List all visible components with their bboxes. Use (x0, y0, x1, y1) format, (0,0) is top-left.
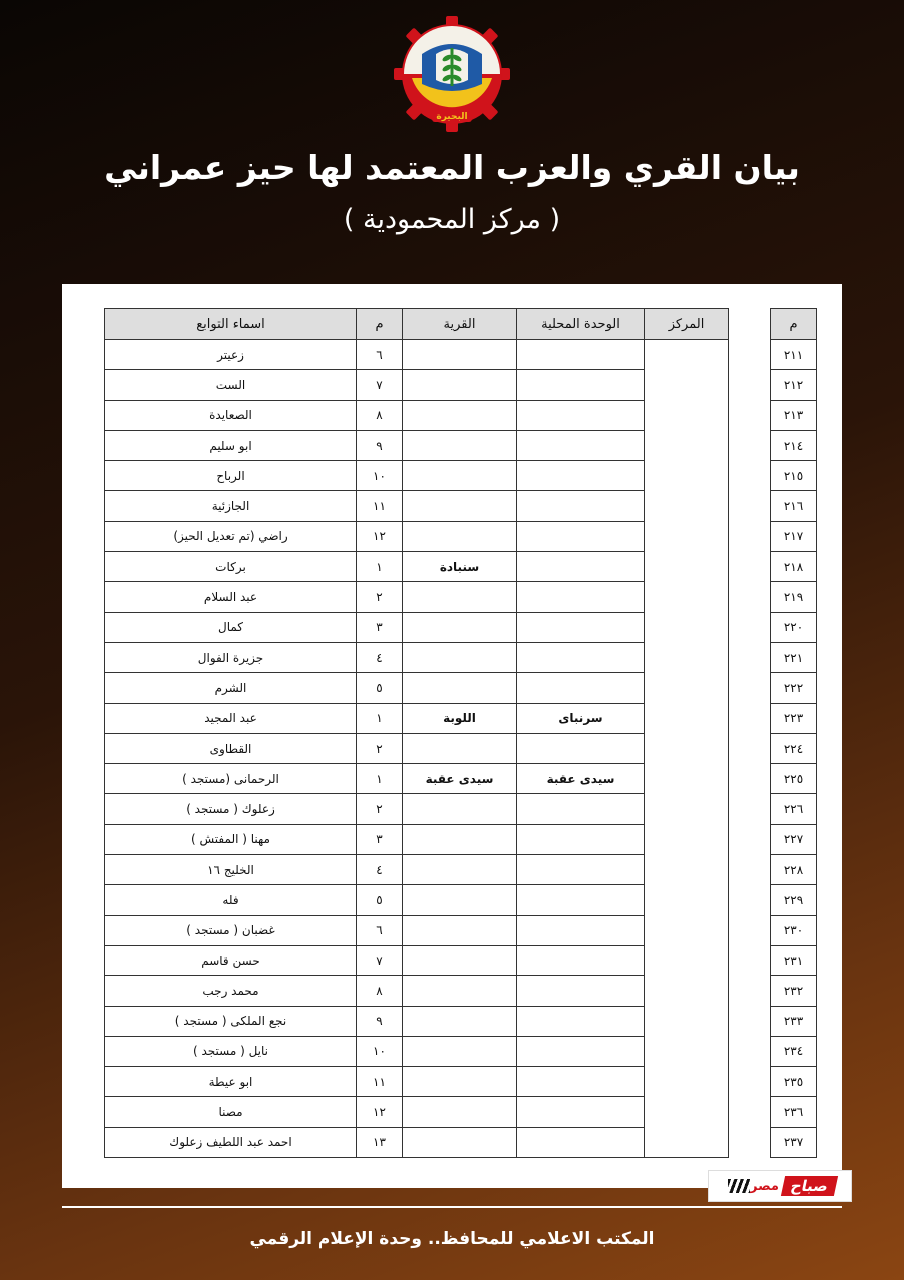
dependent-name-cell: القطاوى (105, 733, 357, 763)
local-unit-cell (517, 430, 645, 460)
dependent-name-cell: الرباح (105, 461, 357, 491)
column-gap (729, 400, 771, 430)
local-unit-cell (517, 582, 645, 612)
sub-number-cell: ٦ (357, 340, 403, 370)
svg-text:البحيرة: البحيرة (436, 112, 468, 122)
row-number: ٢٢١ (771, 642, 817, 672)
dependent-name-cell: محمد رجب (105, 976, 357, 1006)
column-gap (729, 794, 771, 824)
column-gap (729, 673, 771, 703)
dependent-name-cell: كمال (105, 612, 357, 642)
dependent-name-cell: زعلوك ( مستجد ) (105, 794, 357, 824)
col-header-dependent-names: اسماء التوابع (105, 309, 357, 340)
column-gap (729, 1097, 771, 1127)
row-number: ٢١٧ (771, 521, 817, 551)
column-gap (729, 764, 771, 794)
village-cell (403, 915, 517, 945)
dependent-name-cell: حسن قاسم (105, 945, 357, 975)
row-number: ٢٢٥ (771, 764, 817, 794)
row-number: ٢١٣ (771, 400, 817, 430)
local-unit-cell (517, 521, 645, 551)
sub-number-cell: ١ (357, 552, 403, 582)
dependent-name-cell: الصعايدة (105, 400, 357, 430)
column-gap (729, 612, 771, 642)
row-number: ٢٣٢ (771, 976, 817, 1006)
local-unit-cell: سيدى عقبة (517, 764, 645, 794)
row-number: ٢٢٢ (771, 673, 817, 703)
village-cell (403, 1127, 517, 1157)
dependent-name-cell: نايل ( مستجد ) (105, 1036, 357, 1066)
dependent-name-cell: راضي (تم تعديل الحيز) (105, 521, 357, 551)
local-unit-cell (517, 340, 645, 370)
sub-number-cell: ٣ (357, 824, 403, 854)
row-number: ٢٣٣ (771, 1006, 817, 1036)
row-number: ٢٣٦ (771, 1097, 817, 1127)
local-unit-cell (517, 370, 645, 400)
local-unit-cell (517, 976, 645, 1006)
dependent-name-cell: الخليج ١٦ (105, 855, 357, 885)
sub-number-cell: ٩ (357, 1006, 403, 1036)
row-number: ٢٣٧ (771, 1127, 817, 1157)
column-gap (729, 430, 771, 460)
sub-number-cell: ٥ (357, 673, 403, 703)
local-unit-cell (517, 673, 645, 703)
column-gap (729, 1006, 771, 1036)
village-cell (403, 1067, 517, 1097)
row-number: ٢١٢ (771, 370, 817, 400)
column-gap (729, 309, 771, 340)
village-cell (403, 1006, 517, 1036)
village-cell (403, 612, 517, 642)
local-unit-cell (517, 1127, 645, 1157)
dependent-name-cell: ابو عيطة (105, 1067, 357, 1097)
row-number: ٢٣٥ (771, 1067, 817, 1097)
column-gap (729, 552, 771, 582)
sub-number-cell: ١٠ (357, 1036, 403, 1066)
row-number: ٢١٥ (771, 461, 817, 491)
dependent-name-cell: عبد السلام (105, 582, 357, 612)
col-header-number: م (771, 309, 817, 340)
footer-caption: المكتب الاعلامي للمحافظ.. وحدة الإعلام الرقمي (249, 1229, 655, 1249)
local-unit-cell (517, 642, 645, 672)
sub-number-cell: ٨ (357, 400, 403, 430)
column-gap (729, 703, 771, 733)
dependent-name-cell: فله (105, 885, 357, 915)
local-unit-cell (517, 885, 645, 915)
row-number: ٢٢٩ (771, 885, 817, 915)
column-gap (729, 340, 771, 370)
village-cell (403, 370, 517, 400)
sub-number-cell: ٦ (357, 915, 403, 945)
sub-number-cell: ٤ (357, 642, 403, 672)
col-header-markaz: المركز (645, 309, 729, 340)
sub-number-cell: ١٢ (357, 1097, 403, 1127)
village-cell (403, 885, 517, 915)
column-gap (729, 642, 771, 672)
sub-number-cell: ١٢ (357, 521, 403, 551)
local-unit-cell (517, 1097, 645, 1127)
village-cell: سنبادة (403, 552, 517, 582)
village-cell (403, 945, 517, 975)
local-unit-cell (517, 824, 645, 854)
sabah-masr-watermark (708, 1170, 852, 1202)
dependent-name-cell: بركات (105, 552, 357, 582)
row-number: ٢١٦ (771, 491, 817, 521)
local-unit-cell (517, 794, 645, 824)
col-header-sub-number: م (357, 309, 403, 340)
row-number: ٢٢٧ (771, 824, 817, 854)
watermark-brand: صباح (781, 1176, 838, 1196)
column-gap (729, 491, 771, 521)
village-cell (403, 1097, 517, 1127)
sub-number-cell: ٢ (357, 733, 403, 763)
village-cell (403, 824, 517, 854)
village-cell (403, 976, 517, 1006)
village-cell (403, 855, 517, 885)
sub-number-cell: ١ (357, 703, 403, 733)
dependent-name-cell: احمد عبد اللطيف زعلوك (105, 1127, 357, 1157)
column-gap (729, 370, 771, 400)
village-cell (403, 642, 517, 672)
sub-number-cell: ١٠ (357, 461, 403, 491)
local-unit-cell (517, 400, 645, 430)
row-number: ٢١١ (771, 340, 817, 370)
col-header-local-unit: الوحدة المحلية (517, 309, 645, 340)
dependent-name-cell: ابو سليم (105, 430, 357, 460)
sub-number-cell: ٩ (357, 430, 403, 460)
local-unit-cell (517, 491, 645, 521)
village-cell (403, 673, 517, 703)
villages-table (104, 308, 817, 1158)
local-unit-cell (517, 855, 645, 885)
village-cell (403, 340, 517, 370)
sub-number-cell: ٧ (357, 945, 403, 975)
column-gap (729, 885, 771, 915)
local-unit-cell (517, 1036, 645, 1066)
sub-number-cell: ١١ (357, 491, 403, 521)
column-gap (729, 1127, 771, 1157)
dependent-name-cell: زعيتر (105, 340, 357, 370)
column-gap (729, 976, 771, 1006)
village-cell (403, 400, 517, 430)
page-subtitle: ( مركز المحمودية ) (343, 204, 561, 235)
local-unit-cell (517, 552, 645, 582)
sub-number-cell: ٥ (357, 885, 403, 915)
dependent-name-cell: نجع الملكى ( مستجد ) (105, 1006, 357, 1036)
footer-divider (62, 1206, 842, 1208)
table-row (105, 340, 817, 370)
column-gap (729, 855, 771, 885)
row-number: ٢٣١ (771, 945, 817, 975)
dependent-name-cell: مصنا (105, 1097, 357, 1127)
watermark-stripes-icon (728, 1179, 750, 1193)
watermark-brand-2: مصر (750, 1178, 779, 1194)
sub-number-cell: ٢ (357, 794, 403, 824)
column-gap (729, 915, 771, 945)
sub-number-cell: ٣ (357, 612, 403, 642)
column-gap (729, 461, 771, 491)
local-unit-cell (517, 945, 645, 975)
column-gap (729, 1067, 771, 1097)
dependent-name-cell: الرحمانى (مستجد ) (105, 764, 357, 794)
local-unit-cell (517, 612, 645, 642)
column-gap (729, 733, 771, 763)
local-unit-cell: سرنباى (517, 703, 645, 733)
village-cell (403, 461, 517, 491)
column-gap (729, 521, 771, 551)
document-sheet (62, 284, 842, 1188)
row-number: ٢٣٤ (771, 1036, 817, 1066)
dependent-name-cell: الست (105, 370, 357, 400)
sub-number-cell: ١١ (357, 1067, 403, 1097)
dependent-name-cell: الشرم (105, 673, 357, 703)
dependent-name-cell: جزيرة الفوال (105, 642, 357, 672)
dependent-name-cell: الجازئية (105, 491, 357, 521)
row-number: ٢١٨ (771, 552, 817, 582)
village-cell (403, 582, 517, 612)
dependent-name-cell: مهنا ( المفتش ) (105, 824, 357, 854)
sub-number-cell: ١ (357, 764, 403, 794)
sub-number-cell: ٢ (357, 582, 403, 612)
village-cell (403, 430, 517, 460)
dependent-name-cell: غضبان ( مستجد ) (105, 915, 357, 945)
village-cell (403, 521, 517, 551)
row-number: ٢٢٤ (771, 733, 817, 763)
governorate-logo (392, 14, 512, 134)
sub-number-cell: ٨ (357, 976, 403, 1006)
village-cell (403, 1036, 517, 1066)
village-cell (403, 491, 517, 521)
row-number: ٢٢٦ (771, 794, 817, 824)
dependent-name-cell: عبد المجيد (105, 703, 357, 733)
village-cell: سيدى عقبة (403, 764, 517, 794)
column-gap (729, 582, 771, 612)
column-gap (729, 945, 771, 975)
table-header-row (105, 309, 817, 340)
village-cell: اللوبة (403, 703, 517, 733)
local-unit-cell (517, 1006, 645, 1036)
row-number: ٢٣٠ (771, 915, 817, 945)
column-gap (729, 824, 771, 854)
local-unit-cell (517, 733, 645, 763)
page-title: بيان القري والعزب المعتمد لها حيز عمراني (104, 148, 800, 187)
local-unit-cell (517, 1067, 645, 1097)
row-number: ٢٢٣ (771, 703, 817, 733)
row-number: ٢٢٠ (771, 612, 817, 642)
local-unit-cell (517, 461, 645, 491)
col-header-village: القرية (403, 309, 517, 340)
sub-number-cell: ٤ (357, 855, 403, 885)
sub-number-cell: ١٣ (357, 1127, 403, 1157)
sub-number-cell: ٧ (357, 370, 403, 400)
row-number: ٢١٩ (771, 582, 817, 612)
village-cell (403, 794, 517, 824)
village-cell (403, 733, 517, 763)
column-gap (729, 1036, 771, 1066)
local-unit-cell (517, 915, 645, 945)
markaz-cell (645, 340, 729, 1158)
row-number: ٢١٤ (771, 430, 817, 460)
row-number: ٢٢٨ (771, 855, 817, 885)
